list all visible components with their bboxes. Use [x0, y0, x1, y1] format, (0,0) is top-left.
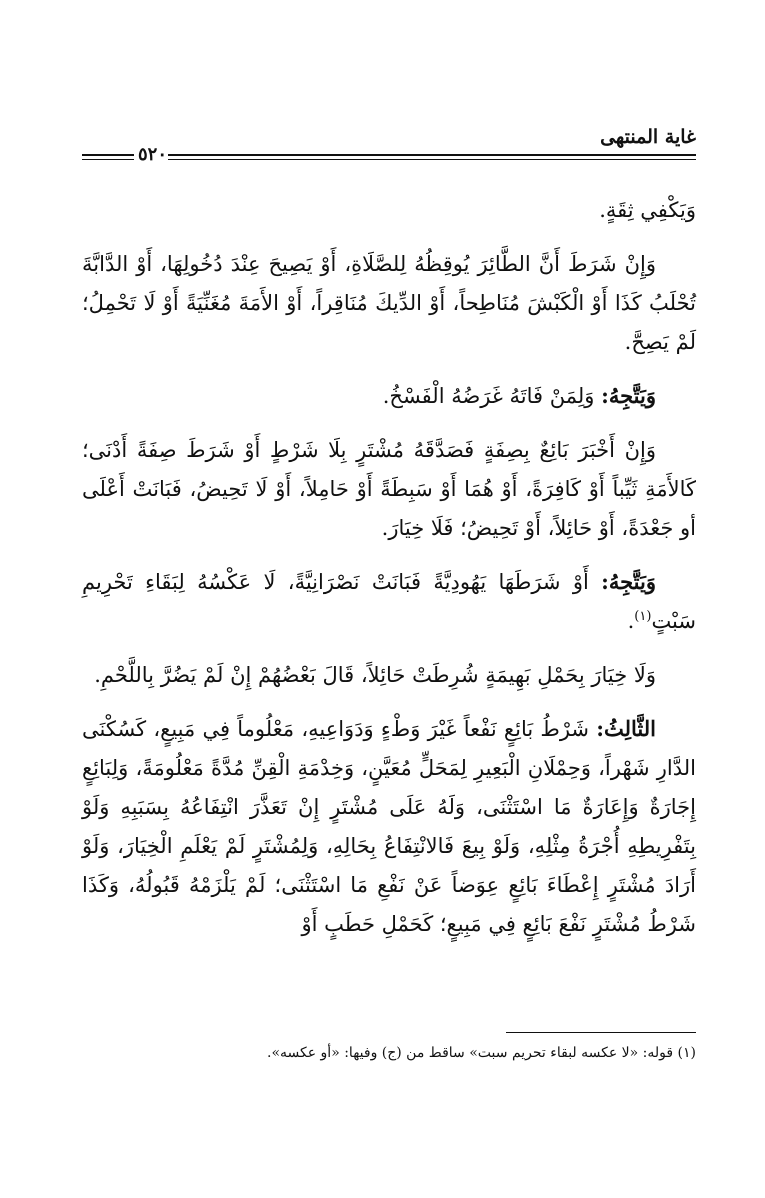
paragraph-2 — [82, 244, 696, 362]
paragraph-text: وَيَكْفِي ثِقَةٍ. — [599, 198, 696, 222]
header-rule — [168, 154, 696, 160]
running-title: غاية المنتهى — [600, 126, 696, 148]
paragraph-lead: وَيَتَّجِهُ: — [601, 569, 656, 594]
paragraph-1 — [82, 190, 696, 230]
body-text — [82, 190, 696, 958]
page-number: ٥٢٠ — [138, 144, 168, 165]
page-header — [82, 118, 696, 168]
paragraph-lead: وَيَتَّجِهُ: — [601, 383, 656, 408]
header-rule-short — [82, 154, 134, 160]
paragraph-text: وَإِنْ أَخْبَرَ بَائِعٌ بِصِفَةٍ فَصَدَّقَهُ مُشْتَرٍ بِلَا شَرْطٍ أَوْ شَرَطَ صِفَةً أَدْنَى؛ كَالأَمَةِ ثَيِّباً أَوْ كَافِرَةً، أَوْ هُمَا أَوْ سَبِطَةً أَوْ حَامِلاً، أَوْ لَا تَحِيضُ، فَبَانَتْ أَعْلَى أو جَعْدَةً، أَوْ حَائِلاً، أَوْ تَحِيضُ؛ فَلَا خِيَارَ. — [82, 438, 696, 540]
footnote-rule — [506, 1032, 696, 1033]
paragraph-text: وَلِمَنْ فَاتَهُ غَرَضُهُ الْفَسْخُ. — [382, 384, 602, 408]
paragraph-7 — [82, 709, 696, 944]
paragraph-6 — [82, 655, 696, 695]
paragraph-text: وَلَا خِيَارَ بِحَمْلِ بَهِيمَةٍ شُرِطَتْ حَائِلاً، قَالَ بَعْضُهُمْ إِنْ لَمْ يَضُرَّ بِاللَّحْمِ. — [94, 663, 656, 687]
paragraph-4 — [82, 430, 696, 548]
footnote-reference: (١) — [634, 609, 652, 624]
paragraph-text: شَرْطُ بَائِعٍ نَفْعاً غَيْرَ وَطْءٍ وَدَوَاعِيهِ، مَعْلُوماً فِي مَبِيعٍ، كَسُكْنَى الدَّارِ شَهْراً، وَحِمْلَانِ الْبَعِيرِ لِمَحَلٍّ مُعَيَّنٍ، وَخِدْمَةِ الْقِنِّ مُدَّةً مَعْلُومَةً، وَلِبَائِعٍ إِجَارَةٌ وَإِعَارَةٌ مَا اسْتَثْنَى، وَلَهُ عَلَى مُشْتَرٍ إِنْ تَعَذَّرَ انْتِفَاعُهُ بِسَبَبِهِ وَلَوْ بِتَفْرِيطِهِ أُجْرَةُ مِثْلِهِ، وَلَوْ بِيعَ فَالانْتِفَاعُ بِحَالِهِ، وَلِمُشْتَرٍ لَمْ يَعْلَمِ الْخِيَارَ، وَلَوْ أَرَادَ مُشْتَرٍ إِعْطَاءَ بَائِعٍ عِوَضاً عَنْ نَفْعِ مَا اسْتَثْنَى؛ لَمْ يَلْزَمْهُ قَبُولُهُ، وَكَذَا شَرْطُ مُشْتَرٍ نَفْعَ بَائِعٍ فِي مَبِيعٍ؛ كَحَمْلِ حَطَبٍ أَوْ — [82, 717, 696, 936]
paragraph-lead: الثَّالِثُ: — [596, 716, 656, 741]
paragraph-5: وَيَتَّجِهُ: أَوْ شَرَطَهَا يَهُودِيَّةً فَبَانَتْ نَصْرَانِيَّةً، لَا عَكْسُهُ لِبَقَاءِ تَحْرِيمِ سَبْتٍ$^{(١)}$. — [82, 569, 696, 633]
footnote: (١) قوله: «لا عكسه لبقاء تحريم سبت» ساقط من (ج) وفيها: «أو عكسه». — [267, 1045, 696, 1061]
paragraph-3 — [82, 376, 696, 416]
paragraph-text: وَإِنْ شَرَطَ أَنَّ الطَّائِرَ يُوقِظُهُ لِلصَّلَاةِ، أَوْ يَصِيحَ عِنْدَ دُخُولِهَا، أَوْ الدَّابَّةَ تُحْلَبُ كَذَا أَوْ الْكَبْشَ مُنَاطِحاً، أَوْ الدِّيكَ مُنَاقِراً، أَوْ الأَمَةَ مُغَنِّيَةً أَوْ لَا تَحْمِلُ؛ لَمْ يَصِحَّ. — [82, 252, 696, 354]
paragraph-text: أَوْ شَرَطَهَا يَهُودِيَّةً فَبَانَتْ نَصْرَانِيَّةً، لَا عَكْسُهُ لِبَقَاءِ تَحْرِيمِ سَبْتٍ — [82, 570, 696, 633]
